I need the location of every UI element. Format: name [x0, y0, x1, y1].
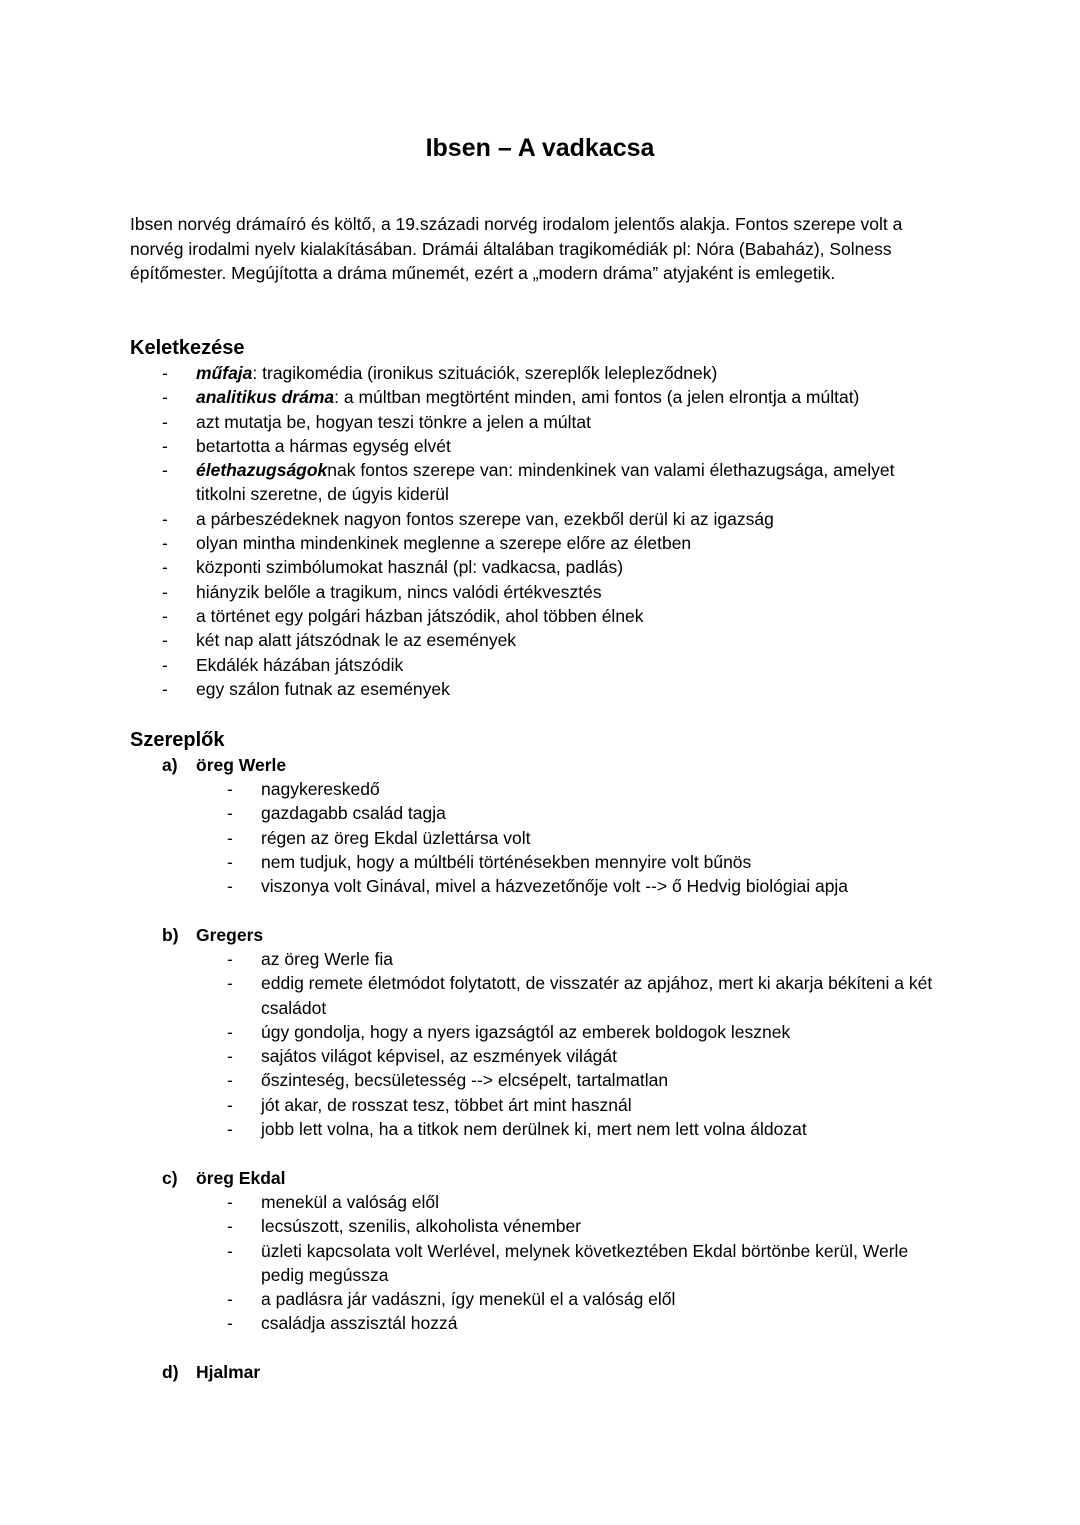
keletkezese-list	[162, 361, 942, 701]
list-item-text: jobb lett volna, ha a titkok nem derülnek ki, mert nem lett volna áldozat	[261, 1119, 807, 1140]
list-item-text: a párbeszédeknek nagyon fontos szerepe van, ezekből derül ki az igazság	[196, 508, 774, 529]
list-item-text: nem tudjuk, hogy a múltbéli történésekben mennyire volt bűnös	[261, 851, 752, 872]
list-item-text: azt mutatja be, hogyan teszi tönkre a jelen a múltat	[196, 411, 591, 432]
dash-bullet: -	[227, 1216, 233, 1237]
list-item-text: eddig remete életmódot folytatott, de visszatér az apjához, mert ki akarja békíteni a két családot	[261, 973, 933, 1018]
dash-bullet: -	[227, 1046, 233, 1067]
list-item	[162, 604, 942, 628]
list-item-text: üzleti kapcsolata volt Werlével, melynek következtében Ekdal börtönbe kerül, Werle pedig megússza	[261, 1240, 909, 1285]
page-title: Ibsen – A vadkacsa	[425, 134, 655, 162]
list-item-text: menekül a valóság elől	[261, 1192, 440, 1212]
dash-bullet: -	[162, 557, 168, 578]
character-heading-oreg-ekdal	[162, 1166, 285, 1190]
character-heading-hjalmar	[162, 1360, 260, 1384]
list-item-text: : a múltban megtörtént minden, ami fontos (a jelen elrontja a múltat)	[334, 387, 860, 408]
list-item-text: két nap alatt játszódnak le az események	[196, 630, 517, 651]
list-item-text: viszonya volt Ginával, mivel a házvezetőnője volt --> ő Hedvig biológiai apja	[261, 876, 849, 897]
character-letter: d)	[162, 1362, 179, 1382]
list-item	[227, 1190, 947, 1214]
list-item	[162, 677, 942, 701]
list-item-text: lecsúszott, szenilis, alkoholista vénember	[261, 1216, 582, 1237]
intro-text: Ibsen norvég drámaíró és költő, a 19.századi norvég irodalom jelentős alakja. Fontos szerepe volt a norvég irodalmi nyelv kialakításában. Drámái általában tragikomédiák pl: Nóra (Babaház), Solness építőmester. Megújította a dráma műnemét, ezért a „modern dráma” atyjaként is emlegetik.	[130, 214, 903, 283]
list-item	[227, 1020, 947, 1044]
oreg-werle-list	[227, 777, 947, 898]
dash-bullet: -	[227, 1289, 233, 1310]
list-item-text: nagykereskedő	[261, 779, 380, 799]
list-item	[162, 410, 942, 434]
list-item	[162, 361, 942, 385]
list-item-text: családja asszisztál hozzá	[261, 1313, 458, 1334]
list-item	[162, 531, 942, 555]
list-item	[227, 1287, 947, 1311]
list-item	[227, 947, 947, 971]
dash-bullet: -	[162, 654, 168, 675]
list-item-text: gazdagabb család tagja	[261, 803, 446, 824]
list-item	[227, 777, 947, 801]
character-name: öreg Ekdal	[196, 1168, 286, 1188]
list-item-emphasis: analitikus dráma	[196, 387, 335, 408]
list-item	[227, 971, 947, 1020]
list-item	[227, 850, 947, 874]
oreg-ekdal-list	[227, 1190, 947, 1336]
section-heading-szereplok: Szereplők	[130, 729, 225, 751]
section-heading-keletkezese: Keletkezése	[130, 337, 245, 359]
list-item-text: a padlásra jár vadászni, így menekül el a valóság elől	[261, 1289, 676, 1310]
list-item	[227, 1068, 947, 1092]
list-item	[227, 1311, 947, 1335]
dash-bullet: -	[162, 411, 168, 432]
list-item-text: egy szálon futnak az események	[196, 678, 450, 699]
gregers-list	[227, 947, 947, 1141]
list-item-text: betartotta a hármas egység elvét	[196, 435, 451, 456]
list-item-text: jót akar, de rosszat tesz, többet árt mint használ	[261, 1094, 632, 1115]
list-item	[162, 458, 942, 507]
list-item	[227, 1214, 947, 1238]
list-item	[162, 434, 942, 458]
dash-bullet: -	[227, 1070, 233, 1091]
list-item-text: úgy gondolja, hogy a nyers igazságtól az emberek boldogok lesznek	[261, 1021, 791, 1042]
dash-bullet: -	[227, 949, 233, 969]
character-name: öreg Werle	[196, 755, 287, 775]
intro-paragraph	[130, 212, 950, 286]
list-item-text: régen az öreg Ekdal üzlettársa volt	[261, 827, 531, 848]
character-name: Gregers	[196, 925, 264, 945]
list-item	[227, 801, 947, 825]
list-item-text: sajátos világot képvisel, az eszmények világát	[261, 1046, 618, 1067]
dash-bullet: -	[227, 1119, 233, 1140]
dash-bullet: -	[162, 605, 168, 626]
list-item-text: hiányzik belőle a tragikum, nincs valódi értékvesztés	[196, 581, 602, 602]
list-item	[162, 653, 942, 677]
list-item-text: a történet egy polgári házban játszódik, ahol többen élnek	[196, 605, 644, 626]
dash-bullet: -	[227, 803, 233, 824]
dash-bullet: -	[162, 435, 168, 456]
character-heading-oreg-werle	[162, 753, 286, 777]
list-item-text: az öreg Werle fia	[261, 949, 393, 969]
list-item-text: : tragikomédia (ironikus szituációk, szereplők lelepleződnek)	[252, 363, 718, 383]
dash-bullet: -	[162, 363, 168, 383]
dash-bullet: -	[162, 387, 168, 408]
list-item-text: központi szimbólumokat használ (pl: vadkacsa, padlás)	[196, 557, 624, 578]
list-item-text: olyan mintha mindenkinek meglenne a szerepe előre az életben	[196, 533, 692, 554]
list-item	[162, 580, 942, 604]
dash-bullet: -	[162, 581, 168, 602]
list-item-emphasis: műfaja	[196, 363, 253, 383]
dash-bullet: -	[162, 460, 168, 481]
list-item-text: Ekdálék házában játszódik	[196, 654, 404, 675]
dash-bullet: -	[227, 1240, 233, 1261]
dash-bullet: -	[227, 876, 233, 897]
list-item-text: őszinteség, becsületesség --> elcsépelt, tartalmatlan	[261, 1070, 669, 1091]
dash-bullet: -	[227, 851, 233, 872]
dash-bullet: -	[227, 779, 233, 799]
list-item	[162, 555, 942, 579]
list-item	[162, 628, 942, 652]
character-letter: b)	[162, 925, 179, 945]
dash-bullet: -	[227, 1021, 233, 1042]
dash-bullet: -	[162, 678, 168, 699]
list-item	[227, 874, 947, 898]
dash-bullet: -	[162, 533, 168, 554]
character-letter: a)	[162, 755, 178, 775]
character-heading-gregers	[162, 923, 263, 947]
list-item-emphasis: élethazugságok	[196, 460, 328, 481]
list-item	[227, 1044, 947, 1068]
dash-bullet: -	[227, 827, 233, 848]
dash-bullet: -	[162, 630, 168, 651]
dash-bullet: -	[227, 1094, 233, 1115]
list-item	[227, 826, 947, 850]
dash-bullet: -	[227, 1313, 233, 1334]
list-item	[227, 1239, 947, 1288]
list-item	[227, 1117, 947, 1141]
list-item	[162, 385, 942, 409]
list-item	[162, 507, 942, 531]
list-item	[227, 1093, 947, 1117]
list-item-text: nak fontos szerepe van: mindenkinek van valami élethazugsága, amelyet titkolni szeretne, de úgyis kiderül	[196, 460, 895, 505]
character-name: Hjalmar	[196, 1362, 261, 1382]
dash-bullet: -	[227, 1192, 233, 1212]
character-letter: c)	[162, 1168, 178, 1188]
dash-bullet: -	[227, 973, 233, 994]
dash-bullet: -	[162, 508, 168, 529]
